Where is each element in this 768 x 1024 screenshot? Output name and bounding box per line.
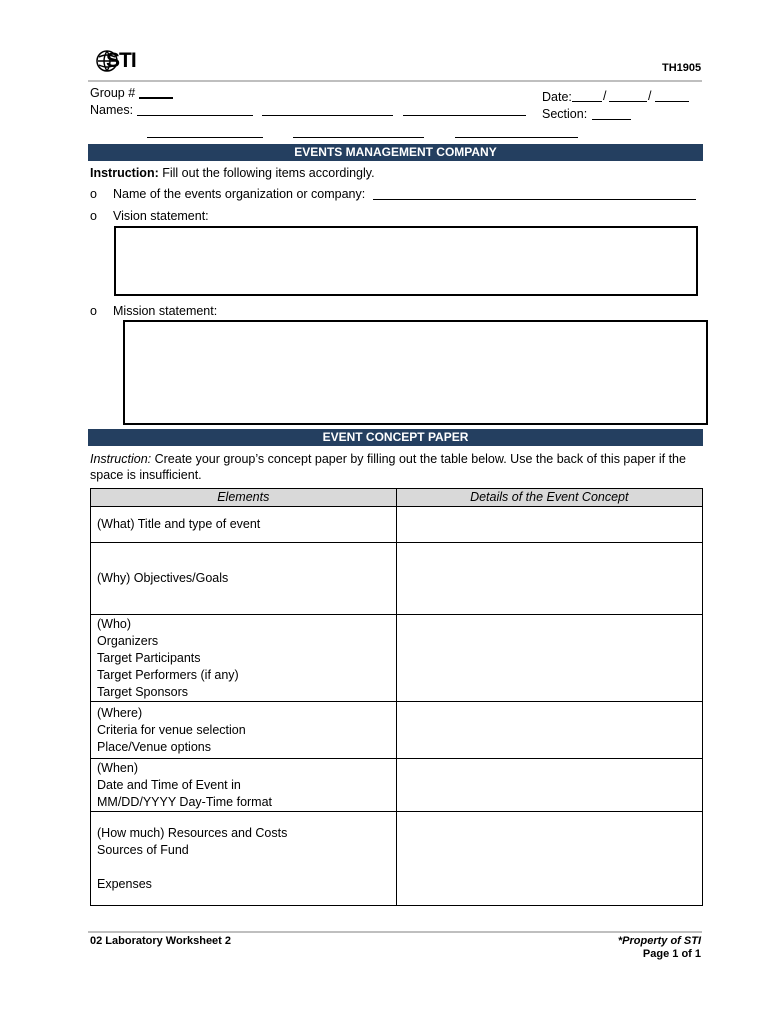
instruction-2-line1 — [90, 451, 686, 467]
footer-property: *Property of STI — [617, 935, 701, 947]
element-line-blank — [97, 859, 390, 876]
bullet: o — [90, 187, 97, 201]
table-row — [91, 615, 703, 702]
names-label: Names: — [90, 103, 134, 117]
header-divider — [88, 80, 702, 82]
logo-text: STI — [106, 49, 136, 72]
company-name-label: Name of the events organization or company: — [113, 187, 366, 201]
element-cell — [91, 812, 397, 906]
name-field-3[interactable] — [403, 115, 526, 116]
footer-left: 02 Laboratory Worksheet 2 — [90, 935, 232, 947]
element-line: Criteria for venue selection — [97, 722, 246, 737]
date-label: Date: — [542, 90, 572, 104]
details-cell[interactable] — [396, 615, 702, 702]
element-cell — [91, 615, 397, 702]
group-number-field[interactable] — [139, 97, 173, 99]
vision-statement-box[interactable] — [114, 226, 698, 296]
company-name-field[interactable] — [373, 199, 696, 200]
date-month-field[interactable] — [572, 101, 602, 102]
element-line: Expenses — [97, 876, 152, 891]
date-separator: / — [648, 89, 652, 103]
name-field-2[interactable] — [262, 115, 393, 116]
details-cell[interactable] — [396, 702, 702, 759]
element-line: Organizers — [97, 633, 159, 648]
instruction-text: Create your group’s concept paper by filling out the table below. Use the back of this paper if the — [151, 452, 686, 466]
instruction-2-line2: space is insufficient. — [90, 468, 202, 482]
element-cell — [91, 543, 397, 615]
mission-statement-box[interactable] — [123, 320, 708, 425]
column-header-elements: Elements — [91, 489, 397, 507]
sti-logo — [96, 48, 144, 74]
element-cell — [91, 507, 397, 543]
element-line: Sources of Fund — [97, 842, 189, 857]
table-row — [91, 543, 703, 615]
element-line: (Why) Objectives/Goals — [97, 571, 229, 585]
details-cell[interactable] — [396, 812, 702, 906]
name-field-1[interactable] — [137, 115, 253, 116]
details-cell[interactable] — [396, 543, 702, 615]
footer-divider — [88, 931, 702, 933]
vision-label: Vision statement: — [113, 209, 209, 223]
element-cell — [91, 759, 397, 812]
group-label: Group # — [90, 86, 136, 100]
name-field-6[interactable] — [455, 137, 578, 138]
section-title-event-concept-paper: EVENT CONCEPT PAPER — [88, 429, 703, 446]
date-separator: / — [603, 89, 607, 103]
table-row — [91, 702, 703, 759]
name-field-5[interactable] — [293, 137, 424, 138]
bullet: o — [90, 304, 97, 318]
element-line: (Who) — [97, 616, 132, 631]
element-line: Date and Time of Event in — [97, 777, 241, 792]
element-line: (Where) — [97, 705, 143, 720]
column-header-details: Details of the Event Concept — [396, 489, 702, 507]
table-header-row — [91, 489, 703, 507]
element-line: Target Performers (if any) — [97, 667, 239, 682]
instruction-1 — [90, 165, 375, 181]
element-line: MM/DD/YYYY Day-Time format — [97, 794, 273, 809]
element-line: Target Sponsors — [97, 684, 189, 699]
concept-table — [90, 488, 703, 906]
mission-label: Mission statement: — [113, 304, 218, 318]
document-code: TH1905 — [662, 62, 702, 74]
instruction-text: Fill out the following items accordingly. — [158, 166, 375, 180]
section-field[interactable] — [592, 119, 631, 120]
section-label: Section: — [542, 107, 588, 121]
element-line: (What) Title and type of event — [97, 517, 261, 531]
date-year-field[interactable] — [655, 101, 689, 102]
element-line: (How much) Resources and Costs — [97, 825, 288, 840]
element-line: (When) — [97, 760, 138, 775]
page-number: Page 1 of 1 — [642, 948, 701, 960]
table-row — [91, 507, 703, 543]
element-line: Place/Venue options — [97, 739, 211, 754]
bullet: o — [90, 209, 97, 223]
section-title-events-management: EVENTS MANAGEMENT COMPANY — [88, 144, 703, 161]
name-field-4[interactable] — [147, 137, 263, 138]
table-row — [91, 812, 703, 906]
details-cell[interactable] — [396, 759, 702, 812]
element-line: Target Participants — [97, 650, 201, 665]
details-cell[interactable] — [396, 507, 702, 543]
instruction-label: Instruction: — [90, 452, 152, 466]
date-day-field[interactable] — [609, 101, 647, 102]
element-cell — [91, 702, 397, 759]
table-row — [91, 759, 703, 812]
instruction-label: Instruction: — [90, 166, 159, 180]
